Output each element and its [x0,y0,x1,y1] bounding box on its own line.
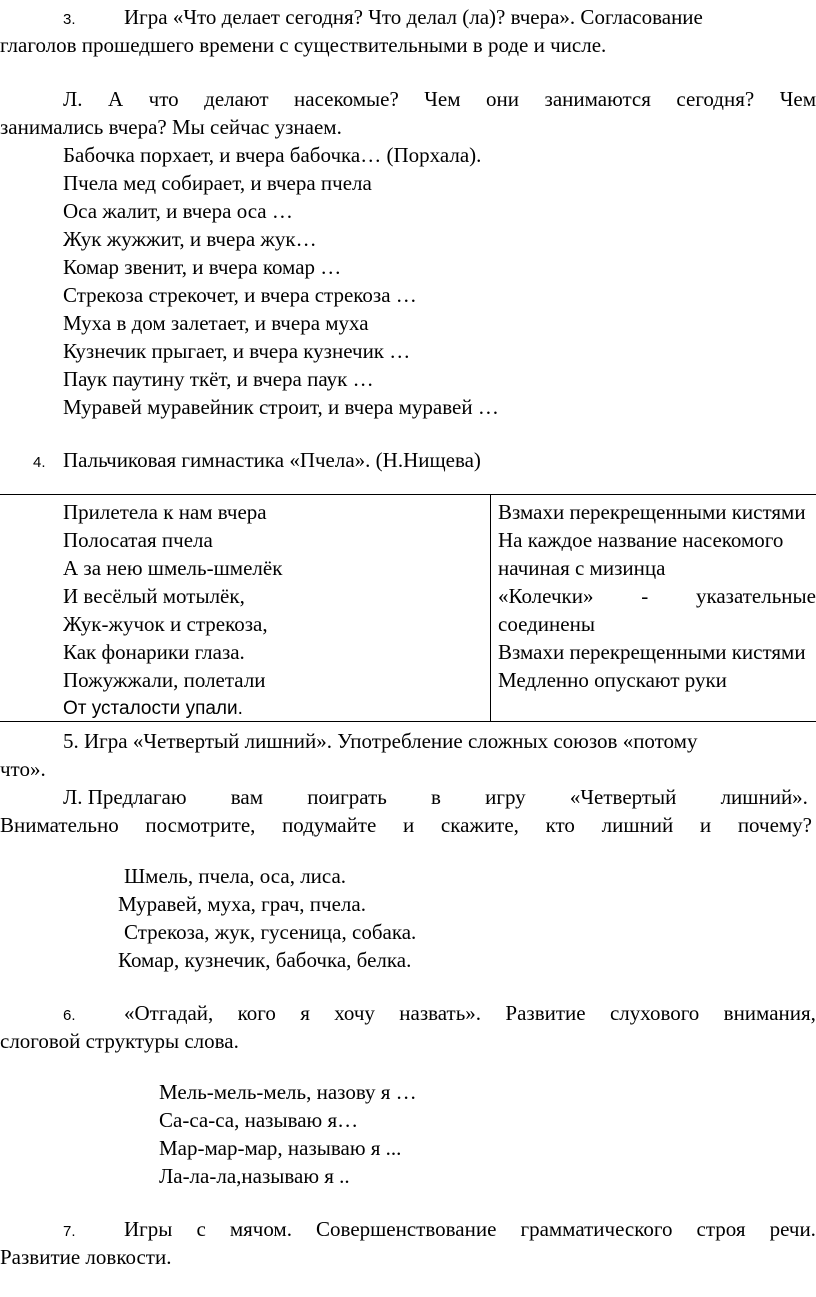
table-right-cell-line: Медленно опускают руки [498,668,727,692]
item-5-word: лишний [601,813,674,837]
item-5-word: игру [485,785,526,809]
verse-line: Бабочка порхает, и вчера бабочка… (Порхала). [63,143,482,167]
table-left-cell-line: Жук-жучок и стрекоза, [63,612,268,636]
item-5-word: Л. Предлагаю [63,785,187,809]
verse-line: Муравей муравейник строит, и вчера муравей … [63,395,499,419]
item-6-row: Са-са-са, называю я… [159,1108,359,1132]
item-5-word: почему? [737,813,812,837]
item-6-word: назвать». [399,1001,482,1025]
item-6-row: Ла-ла-ла,называю я .. [159,1164,350,1188]
item-6-word: Развитие [505,1001,586,1025]
item-5-word: Внимательно [0,813,119,837]
verse-line: Жук жужжит, и вчера жук… [63,227,317,251]
item-number-4: 4. [33,454,46,471]
item-5-word: кто [545,813,575,837]
item-5-word: скажите, [440,813,519,837]
item-5-row: Шмель, пчела, оса, лиса. [124,864,347,888]
intro-word: что [148,87,179,111]
verse-line: Муха в дом залетает, и вчера муха [63,311,369,335]
intro-line2: занимались вчера? Мы сейчас узнаем. [0,115,342,139]
item-5-word: и [402,813,415,837]
item-6-row: Мель-мель-мель, назову я … [159,1080,417,1104]
verse-line: Паук паутину ткёт, и вчера паук … [63,367,374,391]
verse-line: Стрекоза стрекочет, и вчера стрекоза … [63,283,417,307]
verse-line: Пчела мед собирает, и вчера пчела [63,171,372,195]
item-5-row: Муравей, муха, грач, пчела. [118,892,366,916]
verse-line: Комар звенит, и вчера комар … [63,255,342,279]
item-5-word: подумайте [282,813,377,837]
item-5-instruction-line1 [63,784,808,810]
item-6-word: «Отгадай, [124,1001,214,1025]
table-right-cell-line: Взмахи перекрещенными кистями [498,640,806,664]
table-right-cell-line: соединены [498,612,595,636]
intro-word: Чем [424,87,461,111]
item-6-word: кого [237,1001,276,1025]
intro-word: насекомые? [294,87,399,111]
item-6-word: я [300,1001,310,1025]
intro-word: занимаются [544,87,651,111]
item-7-word: Игры [124,1217,173,1241]
item-7-word: мячом. [229,1217,292,1241]
item-6-word: слухового [609,1001,700,1025]
item-5-word: вам [230,785,263,809]
intro-word: А [108,87,124,111]
intro-word: делают [204,87,269,111]
table-left-cell-line: От усталости упали. [63,698,243,719]
item-3-heading-line2: глаголов прошедшего времени с существительными в роде и числе. [0,33,607,57]
table-left-cell-line: А за нею шмель-шмелёк [63,556,283,580]
item-6-row: Мар-мар-мар, называю я ... [159,1136,402,1160]
item-number-3: 3. [63,11,76,28]
item-7-heading-line2: Развитие ловкости. [0,1245,172,1269]
item-5-word: и [699,813,712,837]
item-7-word: Совершенствование [316,1217,497,1241]
table-left-cell-line: Как фонарики глаза. [63,640,245,664]
table-left-cell-line: Полосатая пчела [63,528,213,552]
item-7-word: с [196,1217,206,1241]
table-left-cell-line: Пожужжали, полетали [63,668,266,692]
verse-line: Оса жалит, и вчера оса … [63,199,293,223]
item-5-instruction-line2 [0,812,812,838]
item-7-word: речи. [769,1217,816,1241]
intro-word: они [486,87,520,111]
table-left-cell-line: И весёлый мотылёк, [63,584,245,608]
item-5-word: посмотрите, [145,813,256,837]
item-7-word: грамматического [520,1217,673,1241]
intro-word: сегодня? [676,87,755,111]
item-5-row: Комар, кузнечик, бабочка, белка. [118,948,412,972]
intro-word: Чем [779,87,816,111]
item-5-heading-line2: что». [0,757,46,781]
table-right-cell-line: начиная с мизинца [498,556,666,580]
item-3-heading-line1: Игра «Что делает сегодня? Что делал (ла)? вчера». Согласование [124,5,703,29]
item-5-word: лишний». [720,785,808,809]
item-5-row: Стрекоза, жук, гусеница, собака. [124,920,417,944]
item-7-word: строя [696,1217,746,1241]
table-right-word: «Колечки» [498,584,594,608]
intro-line1 [63,86,816,112]
table-right-column [491,494,816,721]
item-6-heading-line2: слоговой структуры слова. [0,1029,239,1053]
item-5-heading-line1: 5. Игра «Четвертый лишний». Употребление сложных союзов «потому [63,729,698,753]
table-right-word: указательные [695,584,816,608]
table-right-cell-line [498,583,816,609]
item-6-heading-line1 [124,1000,816,1026]
table-right-word: - [641,584,649,608]
item-4-title: Пальчиковая гимнастика «Пчела». (Н.Нищева) [63,448,481,472]
item-number-6: 6. [63,1007,76,1024]
table-right-cell-line: Взмахи перекрещенными кистями [498,500,806,524]
item-number-7: 7. [63,1223,76,1240]
item-6-word: хочу [334,1001,375,1025]
item-5-word: «Четвертый [569,785,677,809]
intro-word: Л. [63,87,83,111]
item-6-word: внимания, [723,1001,816,1025]
verse-line: Кузнечик прыгает, и вчера кузнечик … [63,339,411,363]
table-left-cell-line: Прилетела к нам вчера [63,500,267,524]
table-right-cell-line: На каждое название насекомого [498,528,784,552]
item-5-word: поиграть [307,785,387,809]
item-5-word: в [431,785,441,809]
item-7-heading-line1 [124,1216,816,1242]
